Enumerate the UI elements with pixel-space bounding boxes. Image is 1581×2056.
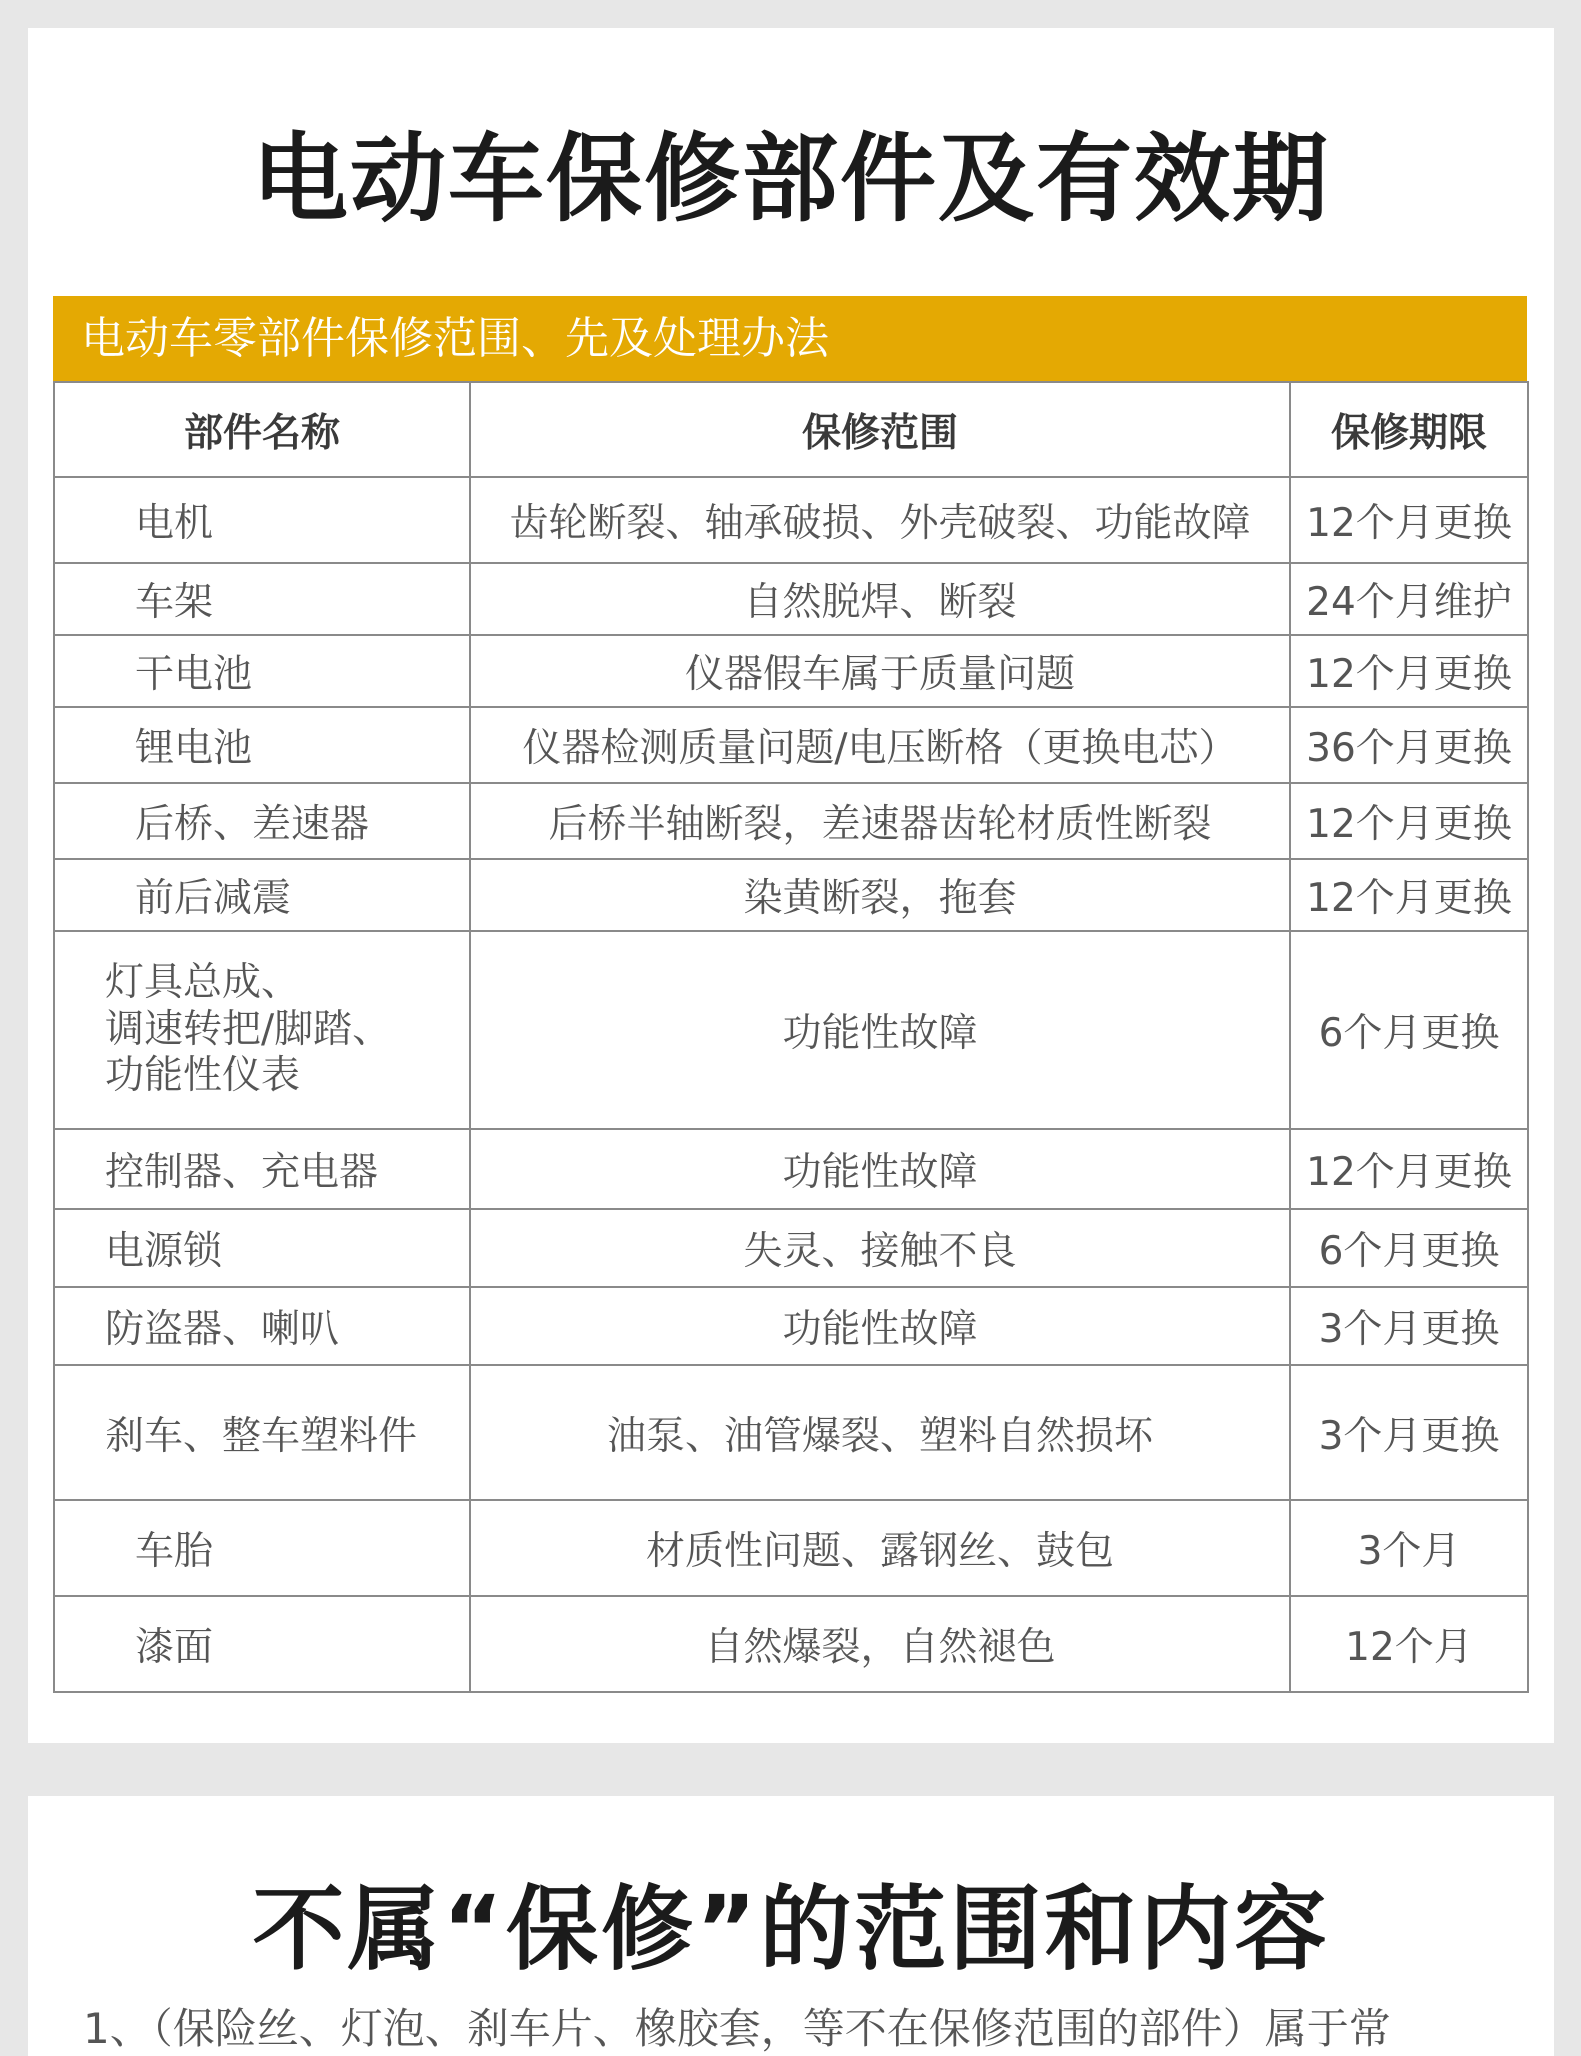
warranty-table [53,381,1529,1693]
scope-cell: 自然爆裂，自然褪色 [470,1596,1290,1692]
part-name-cell: 干电池 [54,635,470,707]
column-header-period: 保修期限 [1290,382,1528,477]
period-cell: 3个月更换 [1290,1287,1528,1365]
period-cell: 6个月更换 [1290,1209,1528,1287]
table-row [54,1596,1528,1692]
table-row [54,931,1528,1129]
table-header-row [54,382,1528,477]
table-row [54,477,1528,563]
scope-cell: 功能性故障 [470,1287,1290,1365]
part-name-cell: 漆面 [54,1596,470,1692]
period-cell: 6个月更换 [1290,931,1528,1129]
period-cell: 12个月 [1290,1596,1528,1692]
period-cell: 36个月更换 [1290,707,1528,783]
part-name-cell: 电源锁 [54,1209,470,1287]
period-cell: 3个月更换 [1290,1365,1528,1500]
part-name-line: 灯具总成、 [105,959,301,1005]
period-cell: 12个月更换 [1290,477,1528,563]
part-name-cell: 前后减震 [54,859,470,931]
warranty-card [28,28,1554,1743]
table-row [54,1365,1528,1500]
scope-cell: 仪器检测质量问题/电压断格（更换电芯） [470,707,1290,783]
column-header-scope: 保修范围 [470,382,1290,477]
table-row [54,783,1528,859]
scope-cell: 齿轮断裂、轴承破损、外壳破裂、功能故障 [470,477,1290,563]
part-name-cell: 车架 [54,563,470,635]
part-name-cell: 后桥、差速器 [54,783,470,859]
part-name-cell: 控制器、充电器 [54,1129,470,1209]
scope-cell: 仪器假车属于质量问题 [470,635,1290,707]
part-name-cell: 电机 [54,477,470,563]
part-name-cell: 车胎 [54,1500,470,1596]
scope-cell: 自然脱焊、断裂 [470,563,1290,635]
scope-cell: 后桥半轴断裂，差速器齿轮材质性断裂 [470,783,1290,859]
exclusions-title: 不属“保修”的范围和内容 [252,1876,1330,1983]
table-row [54,563,1528,635]
period-cell: 12个月更换 [1290,1129,1528,1209]
page-title: 电动车保修部件及有效期 [252,123,1330,235]
period-cell: 12个月更换 [1290,859,1528,931]
scope-cell: 失灵、接触不良 [470,1209,1290,1287]
part-name-line: 调速转把/脚踏、 [105,1006,392,1052]
table-row [54,1500,1528,1596]
table-row [54,1287,1528,1365]
scope-cell: 材质性问题、露钢丝、鼓包 [470,1500,1290,1596]
exclusions-line: 1、（保险丝、灯泡、刹车片、橡胶套，等不在保修范围的部件）属于常 [83,2004,1391,2053]
table-row [54,707,1528,783]
scope-cell: 油泵、油管爆裂、塑料自然损坏 [470,1365,1290,1500]
part-name-cell: 锂电池 [54,707,470,783]
part-name-cell: 刹车、整车塑料件 [54,1365,470,1500]
table-row [54,1129,1528,1209]
part-name-cell [54,931,470,1129]
period-cell: 12个月更换 [1290,635,1528,707]
table-row [54,859,1528,931]
part-name-cell: 防盗器、喇叭 [54,1287,470,1365]
part-name-line: 功能性仪表 [105,1053,301,1099]
period-cell: 3个月 [1290,1500,1528,1596]
exclusions-card [28,1796,1554,2056]
scope-cell: 染黄断裂，拖套 [470,859,1290,931]
table-row [54,635,1528,707]
period-cell: 12个月更换 [1290,783,1528,859]
period-cell: 24个月维护 [1290,563,1528,635]
table-header-bar: 电动车零部件保修范围、先及处理办法 [53,296,1527,381]
column-header-part-name: 部件名称 [54,382,470,477]
warranty-table-container [53,296,1527,1693]
table-row [54,1209,1528,1287]
scope-cell: 功能性故障 [470,1129,1290,1209]
scope-cell: 功能性故障 [470,931,1290,1129]
